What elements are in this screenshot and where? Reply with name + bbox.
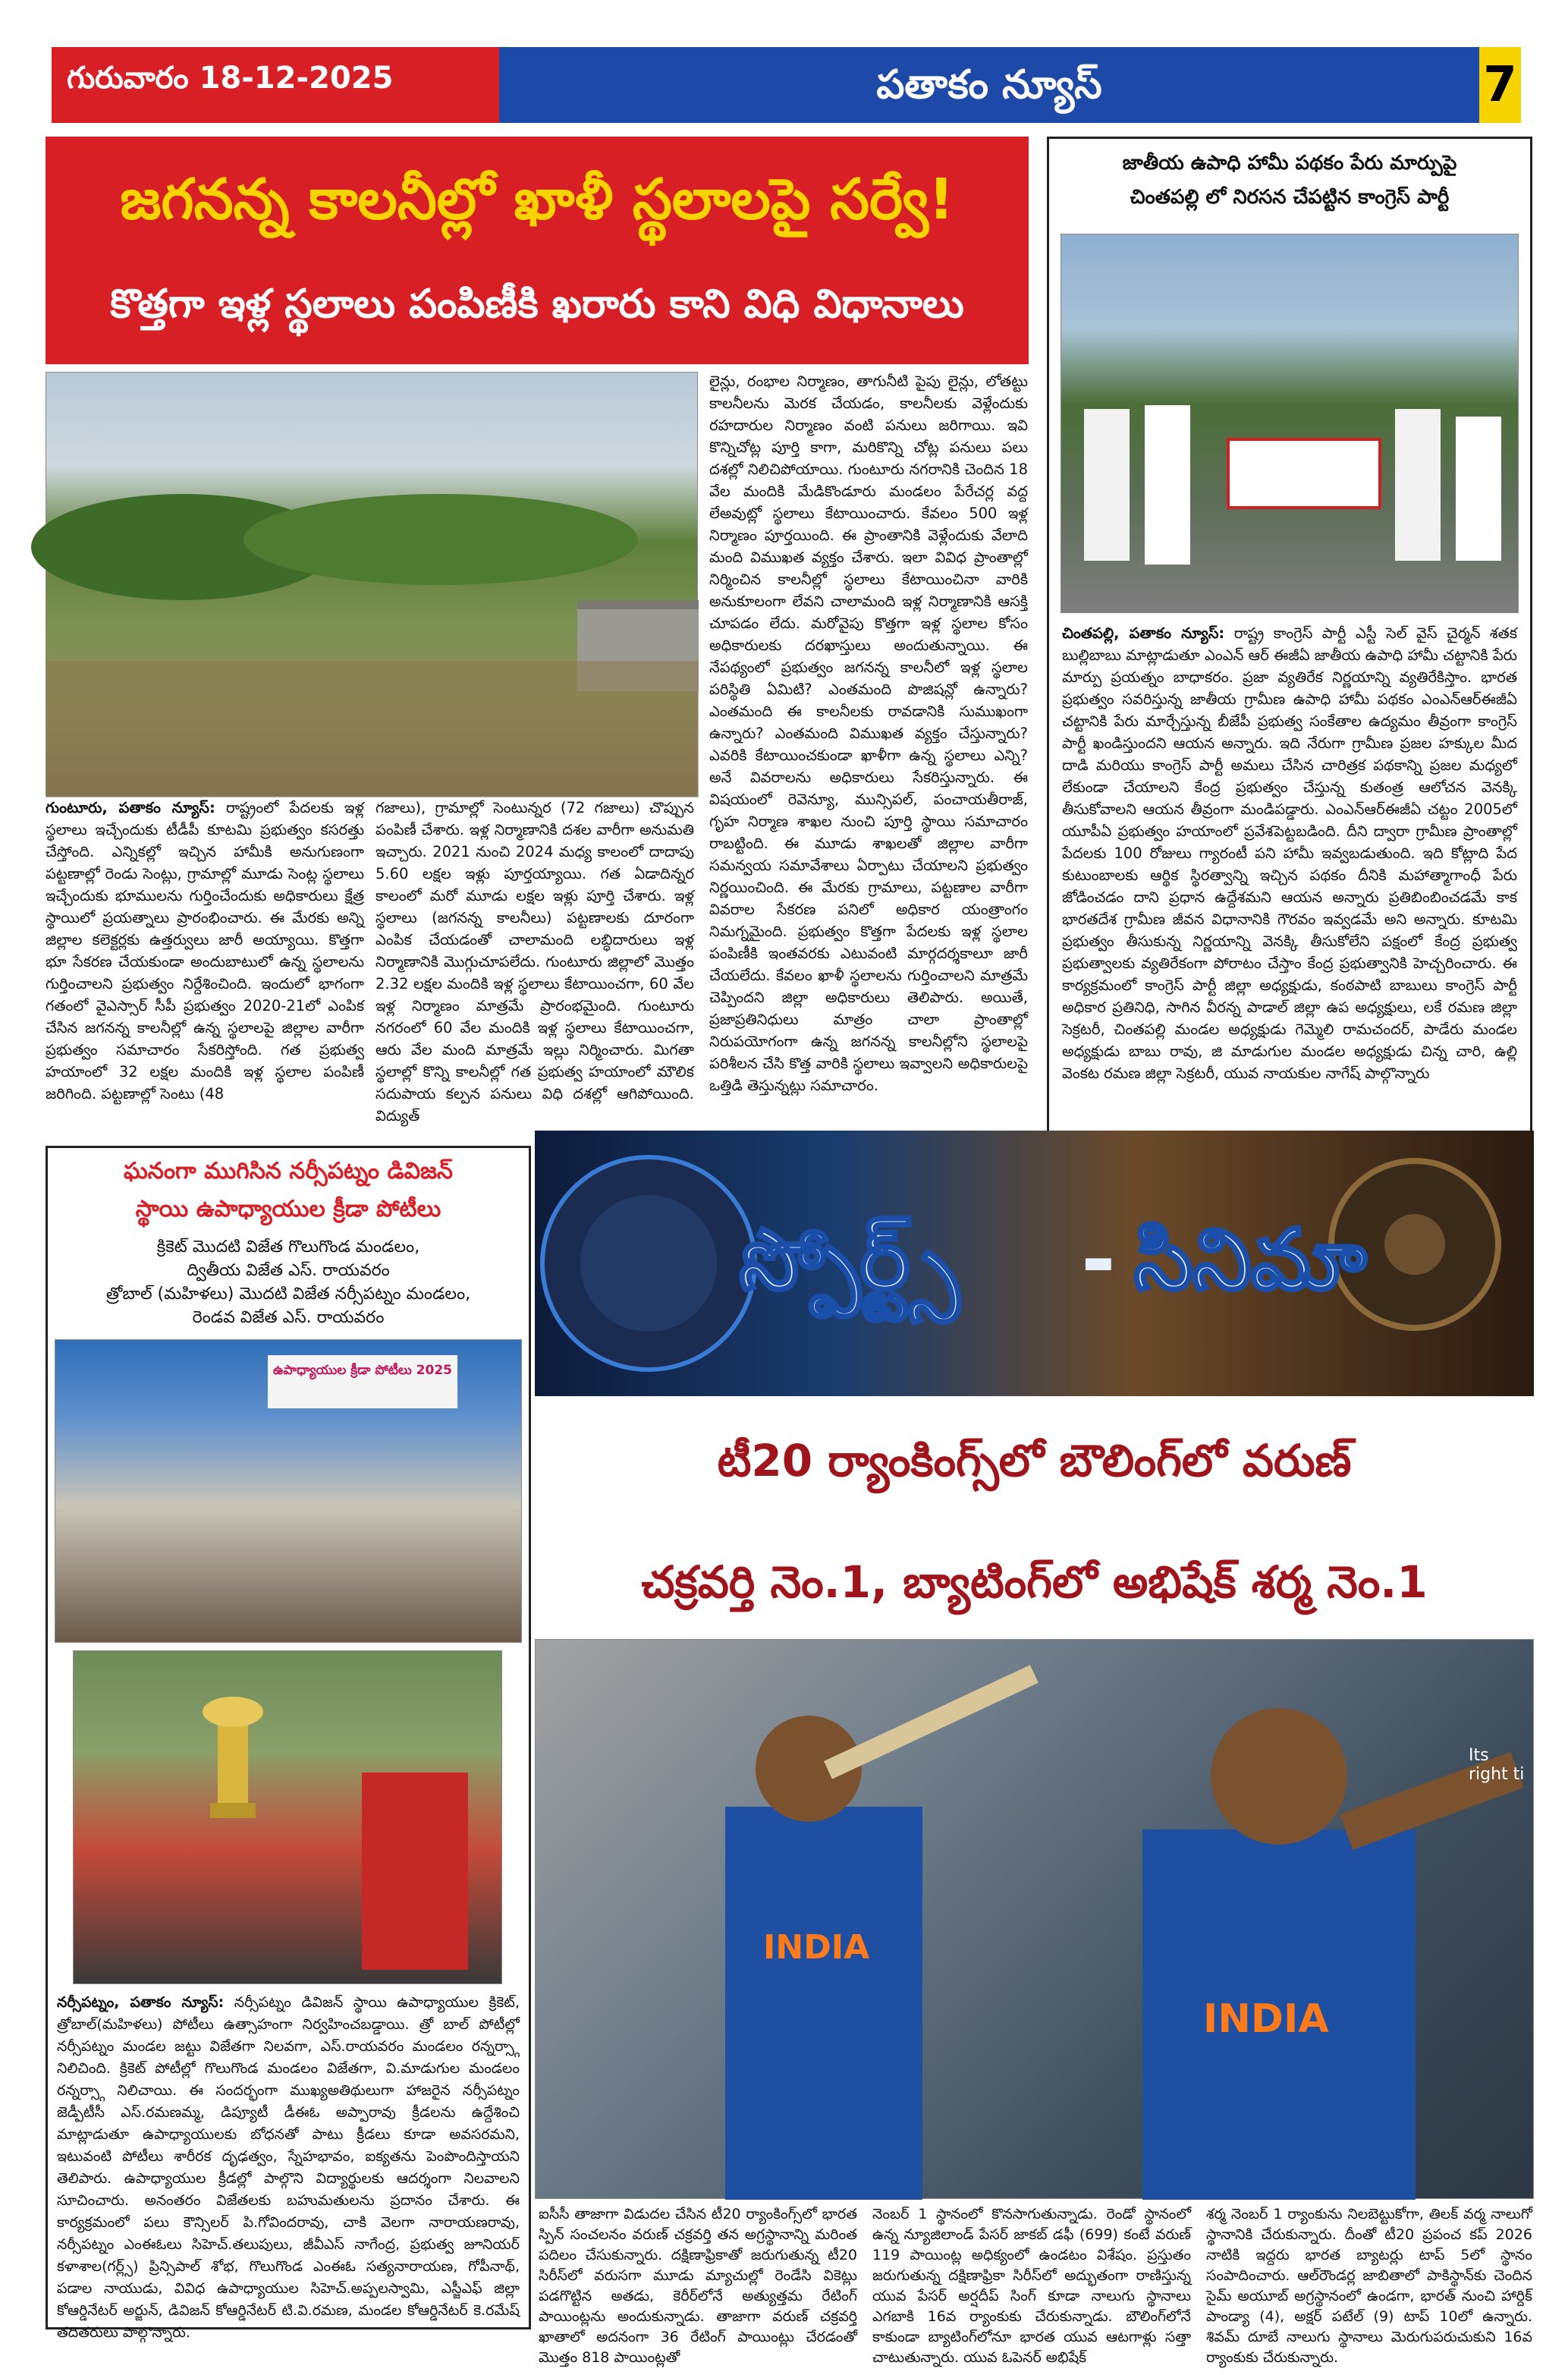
right-story-headline-line1: జాతీయ ఉపాధి హామీ పథకం పేరు మార్పుపై — [1122, 152, 1457, 175]
cricket-headline-line1: టీ20 ర్యాంకింగ్స్‌లో బౌలింగ్‌లో వరుణ్ — [717, 1435, 1352, 1486]
trophy-icon — [74, 1651, 503, 1985]
lead-story-column-2: గజాలు), గ్రామాల్లో సెంటున్నర (72 గజాలు) చొప్పున పంపిణీ చేశారు. ఇళ్ల నిర్మాణానికి దశల వారీగా అనుమతి ఇచ్చారు. 2021 నుంచి 2024 మధ్య కాలంలో దాదాపు 5.60 లక్షల ఇళ్లు పూర్తయ్యాయి. గత ఏడాదిన్నర కాలంలో మరో మూడు లక్షల ఇళ్లు పూర్తి చేశారు. ఇళ్ల స్థలాలు (జగనన్న కాలనీలు) పట్టణాలకు దూరంగా ఎంపిక చేయడంతో చాలామంది లబ్ధిదారులు ఇళ్ల నిర్మాణానికి మొగ్గుచూపలేదు. గుంటూరు జిల్లాలో మొత్తం 2.32 లక్షల మందికి ఇళ్ల స్థలాలు కేటాయించగా, 60 వేల ఇళ్ల నిర్మాణం మాత్రమే ప్రారంభమైంది. గుంటూరు నగరంలో 60 వేల మందికి ఇళ్ల స్థలాలు కేటాయించగా, ఆరు వేల మంది మాత్రమే ఇల్లు నిర్మించారు. మిగతా స్థలాల్లో కొన్ని కాలనీల్లో గత ప్రభుత్వ హయాంలో మౌలిక సదుపాయ కల్పన పనులు విధి దశల్లో ఆగిపోయింది. విద్యుత్ — [376, 799, 694, 1125]
cricket-photo-players — [535, 1639, 1534, 2199]
cricket-column-1: ఐసీసీ తాజాగా విడుదల చేసిన టీ20 ర్యాంకింగ్స్‌లో భారత స్పిన్ సంచలనం వరుణ్ చక్రవర్తి తన అగ్రస్థానాన్ని మరింత పదిలం చేసుకున్నారు. దక్షిణాఫ్రికాతో జరుగుతున్న టీ20 సిరీస్‌లో వరుసగా మూడు మ్యాచుల్లో రెండేసి వికెట్లు పడగొట్టిన అతడు, కెరీర్‌లోనే అత్యుత్తమ రేటింగ్ పాయింట్లను అందుకున్నాడు. తాజాగా వరుణ్ చక్రవర్తి ఖాతాలో అదనంగా 36 రేటింగ్ పాయింట్లు చేరడంతో మొత్తం 818 పాయింట్లతో — [539, 2206, 857, 2366]
masthead-page-number: 7 — [1479, 47, 1521, 123]
right-story-photo-protest — [1061, 234, 1519, 613]
lead-photo-graphic — [46, 373, 699, 797]
cricket-headline-line2: చక్రవర్తి నెం.1, బ్యాటింగ్‌లో అభిషేక్ శర్మ నెం.1 — [641, 1556, 1428, 1608]
players-graphic — [536, 1640, 1535, 2200]
lead-story-column-1 — [46, 797, 364, 1190]
banner-cinema-word: సినిమా — [1134, 1211, 1367, 1308]
left-sports-text: నర్సీపట్నం డివిజన్ స్థాయి ఉపాధ్యాయుల క్రికెట్, త్రోబాల్(మహిళలు) పోటీలు ఉత్సాహంగా నిర్వహించబడ్డాయి. త్రో బాల్ పోటీల్లో నర్సీపట్నం మండల జట్టు విజేతగా నిలవగా, ఎస్.రాయవరం మండలం రన్నర్స్గా నిలిచింది. క్రికెట్ పోటీల్లో గొలుగొండ మండలం విజేతగా, వి.మాడుగుల మండలం రన్నర్స్గా నిలిచాయి. ఈ సందర్భంగా ముఖ్యఅతిథులుగా హాజరైన నర్సీపట్నం జెడ్పీటీసీ ఎస్.రమణమ్మ, డిప్యూటీ డీఈఓ అప్పారావు క్రీడలను ఉద్దేశించి మాట్లాడుతూ ఉపాధ్యాయులకు బోధనతో పాటు క్రీడలు కూడా అవసరమని, ఇటువంటి పోటీలు శారీరక దృఢత్వం, స్నేహభావం, ఐక్యతను పెంపొందిస్తాయని తెలిపారు. ఉపాధ్యాయుల క్రీడల్లో పాల్గొని విద్యార్థులకు ఆదర్శంగా నిలవాలని సూచించారు. అనంతరం విజేతలకు బహుమతులను ప్రదానం చేశారు. ఈ కార్యక్రమంలో పలు కౌన్సిలర్ పి.గోవిందరావు, చాకి వెలగా నారాయణరావు, నర్సీపట్నం ఎంఈఓలు సిహెచ్.తలుపులు, జీవీఎస్ నాగేంద్ర, ప్రభుత్వ జూనియర్ కళాశాల(గర్ల్స్) ప్రిన్సిపాల్ శోభ, గొలుగొండ ఎంఈఓ సత్యనారాయణ, గోపీనాథ్, పడాల నాయుడు, వివిధ ఉపాధ్యాయుల సిహెచ్.అప్పలస్వామి, ఎస్జీఎఫ్ జిల్లా కోఆర్డినేటర్ అర్జున్, డివిజన్ కోఆర్డినేటర్ టి.వి.రమణ, మండల కోఆర్డినేటర్ కె.రమేష్ తదితరులు పాల్గొన్నారు. — [57, 1994, 520, 2341]
lead-body-part-1: రాష్ట్రంలో పేదలకు ఇళ్ల స్థలాలు ఇచ్చేందుకు టీడీపీ కూటమి ప్రభుత్వం కసరత్తు చేస్తోంది. ఎన్నికల్లో ఇచ్చిన హామీకి అనుగుణంగా పట్టణాల్లో రెండు సెంట్లు, గ్రామాల్లో మూడు సెంట్ల స్థలాలు ఇచ్చేందుకు భూములను గుర్తించేందుకు అధికారులు క్షేత్ర స్థాయిలో ప్రయత్నాలు ప్రారంభించారు. ఈ మేరకు అన్ని జిల్లాల కలెక్టర్లకు ఉత్తర్వులు జారీ అయ్యాయి. కొత్తగా భూ సేకరణ చేయకుండా అందుబాటులో ఉన్న స్థలాలను గుర్తించాలని ప్రభుత్వం నిర్దేశించింది. ఇందులో భాగంగా గతంలో వైఎస్సార్ సీపీ ప్రభుత్వం 2020-21లో ఎంపిక చేసిన జగనన్న కాలనీల్లో ఉన్న స్థలాలపై జిల్లాల వారీగా ప్రభుత్వం సమాచారం సేకరిస్తోంది. గత ప్రభుత్వ హయాంలో 32 లక్షల మందికి ఇళ్ల స్థలాల పంపిణీ జరిగింది. పట్టణాల్లో సెంటు (48 — [46, 799, 364, 1103]
result-line: త్రోబాల్ (మహిళలు) మొదటి విజేత నర్సీపట్నం మండలం, — [105, 1285, 471, 1304]
right-story-dateline: చింతపల్లి, పతాకం న్యూస్: — [1062, 624, 1225, 642]
left-sports-photo-stage — [55, 1339, 522, 1643]
lead-dateline: గుంటూరు, పతాకం న్యూస్: — [46, 799, 215, 816]
lead-headline: జగనన్న కాలనీల్లో ఖాళీ స్థలాలపై సర్వే! — [120, 167, 954, 232]
banner-separator: - — [1081, 1211, 1116, 1308]
protest-banner-graphic — [1061, 234, 1519, 614]
left-sports-results — [57, 1235, 520, 1329]
left-sports-headline-line2: స్థాయి ఉపాధ్యాయుల క్రీడా పోటీలు — [135, 1196, 441, 1222]
left-sports-dateline: నర్సీపట్నం, పతాకం న్యూస్: — [57, 1994, 225, 2011]
cricket-column-2: నెంబర్ 1 స్థానంలో కొనసాగుతున్నాడు. రెండో స్థానంలో ఉన్న న్యూజిలాండ్ పేసర్ జాకబ్ డఫీ (699) కంటే వరుణ్ 119 పాయింట్ల అధిక్యంలో ఉండటం విశేషం. ప్రస్తుతం జరుగుతున్న దక్షిణాఫ్రికా సిరీస్‌లో అద్భుతంగా రాణిస్తున్న యువ పేసర్ అర్షదీప్ సింగ్ కూడా నాలుగు స్థానాలు ఎగబాకి 16వ ర్యాంకుకు చేరుకున్నాడు. బౌలింగ్‌లోనే కాకుండా బ్యాటింగ్‌లోనూ భారత యువ ఆటగాళ్లు సత్తా చాటుతున్నారు. యువ ఓపెనర్ అభిషేక్ — [872, 2206, 1191, 2366]
left-sports-body — [57, 1992, 520, 2341]
lead-story-column-3: లైన్లు, రంభాల నిర్మాణం, తాగునీటి పైపు లైన్లు, లోతట్టు కాలనీలను మెరక చేయడం, కాలనీలకు వెళ్లేందుకు రహదారుల నిర్మాణం వంటి పనులు జరిగాయి. ఇవి కొన్నిచోట్ల పూర్తి కాగా, మరికొన్ని చోట్ల పనులు పలు దశల్లో నిలిచిపోయాయి. గుంటూరు నగరానికి చెందిన 18 వేల మందికి మేడికొండూరు మండలం పేరేచర్ల వద్ద లేఅవుట్లో స్థలాలు కేటాయించారు. కేవలం 500 ఇళ్ల నిర్మాణం పూర్తయింది. ఈ ప్రాంతానికి వెళ్లేందుకు వేలాది మంది విముఖత వ్యక్తం చేశారు. ఇలా వివిధ ప్రాంతాల్లో నిర్మించిన కాలనీల్లో స్థలాలు కేటాయించినా వారికి అనుకూలంగా లేవని చాలామంది ఇళ్ల నిర్మాణానికి ఆసక్తి చూపడం లేదు. మరోవైపు కొత్తగా ఇళ్ల స్థలాల కోసం అధికారులకు దరఖాస్తులు అందుతున్నాయి. ఈ నేపథ్యంలో ప్రభుత్వం జగనన్న కాలనీలో ఇళ్ల స్థలాల పరిస్థితి ఏమిటి? ఎంతమంది పొజిషన్లో ఉన్నారు? ఎంతమంది ఈ కాలనీలకు రావడానికి సుముఖంగా ఉన్నారు? ఎంతమంది విముఖత వ్యక్తం చేస్తున్నారు? ఎవరికి కేటాయించకుండా ఖాళీగా ఉన్న స్థలాలు ఎన్ని? అనే వివరాలను అధికారులు సేకరిస్తున్నారు. ఈ విషయంలో రెవెన్యూ, మున్సిపల్, పంచాయతీరాజ్, గృహ నిర్మాణ శాఖల నుంచి పూర్తి స్థాయి సమాచారం రాబట్టింది. ఈ మూడు శాఖలతో జిల్లాల వారీగా సమన్వయ సమావేశాలు ఏర్పాటు చేయాలని ప్రభుత్వం నిర్ణయించింది. ఈ మేరకు గ్రామాలు, పట్టణాల వారీగా వివరాల సేకరణ పనిలో అధికార యంత్రాంగం నిమగ్నమైంది. ప్రభుత్వం కొత్తగా పేదలకు ఇళ్ల స్థలాల పంపిణీకి ఇంతవరకు ఎటువంటి మార్గదర్శకాలూ జారీ చేయలేదు. కేవలం ఖాళీ స్థలాలను గుర్తించాలని మాత్రమే చెప్పిందని జిల్లా అధికారులు తెలిపారు. అయితే, ప్రజాప్రతినిధులు మాత్రం చాలా ప్రాంతాల్లో నిరుపయోగంగా ఉన్న జగనన్న కాలనీల్లోని స్థలాలపై పరిశీలన చేసి కొత్త వారికి స్థలాలు ఇవ్వాలని అధికారులపై ఒత్తిడి తెస్తున్నట్లు సమాచారం. — [709, 373, 1028, 1094]
cricket-column-3: శర్మ నెంబర్ 1 ర్యాంకును నిలబెట్టుకోగా, తిలక్ వర్మ నాలుగో స్థానానికి చేరుకున్నారు. దీంతో టీ20 ప్రపంచ కప్ 2026 నాటికి ఇద్దరు భారత బ్యాటర్లు టాప్ 5లో స్థానం సంపాదించారు. ఆల్‌రౌండర్ల జాబితాలో పాకిస్థాన్‌కు చెందిన సైమ్ అయూబ్ అగ్రస్థానంలో ఉండగా, భారత్ నుంచి హార్దిక్ పాండ్యా (4), అక్షర్ పటేల్ (9) టాప్ 10లో ఉన్నారు. శివమ్ దూబే నాలుగు స్థానాలు మెరుగుపరుచుకుని 16వ ర్యాంకుకు చేరుకున్నారు. — [1206, 2206, 1532, 2366]
left-sports-headline-line1: ఘనంగా ముగిసిన నర్సీపట్నం డివిజన్ — [124, 1158, 453, 1184]
result-line: క్రికెట్ మొదటి విజేత గొలుగొండ మండలం, — [156, 1238, 420, 1257]
photo-overlay-caption: Its right ti — [1469, 1746, 1525, 1784]
lead-photo-open-plots — [46, 372, 698, 797]
lead-headline-box — [46, 137, 1029, 364]
lead-subheadline: కొత్తగా ఇళ్ల స్థలాలు పంపిణీకి ఖరారు కాని విధి విధానాలు — [110, 282, 964, 327]
masthead-paper-name: పతాకం న్యూస్ — [499, 47, 1479, 123]
jersey-text-left: INDIA — [763, 1928, 870, 1967]
banner-graphic — [535, 1131, 1534, 1396]
right-story-headline-line2: చింతపల్లి లో నిరసన చేపట్టిన కాంగ్రెస్ పార్టీ — [1130, 186, 1450, 209]
right-story-text: రాష్ట్ర కాంగ్రెస్ పార్టీ ఎస్టీ సెల్ వైస్ చైర్మన్ శతక బుల్లిబాబు మాట్లాడుతూ ఎంఎన్ ఆర్ ఈజీఏ జాతీయ ఉపాధి హామీ చట్టానికి పేరు మార్పు ప్రయత్నం బాధాకరం. ప్రజా వ్యతిరేక నిర్ణయాన్ని వ్యతిరేకిస్తాం. భారత ప్రభుత్వం సవరిస్తున్న జాతీయ గ్రామీణ ఉపాధి హామీ పథకం ఎంఎన్ఆర్ఈజీఏ చట్టానికి పేరు మార్చేస్తున్న బీజేపీ ప్రభుత్వ సంకేతాల ఉద్యమం తీవ్రంగా కాంగ్రెస్ పార్టీ ఖండిస్తుందని ఆయన అన్నారు. ఇది నేరుగా గ్రామీణ ప్రజల హక్కుల మీద దాడి మరియు కాంగ్రెస్ పార్టీ అమలు చేసిన చారిత్రక పథకాన్ని ప్రజల మధ్యలో లేకుండా చేయాలని కేంద్ర ప్రభుత్వం చేస్తున్న కుతంత్ర ఆలోచన వెనక్కి తీసుకోవాలని ఆయన తీవ్రంగా మండిపడ్డారు. ఎంఎన్ఆర్ఈజీఏ చట్టం 2005లో యూపీఏ ప్రభుత్వం హయాంలో ప్రవేశపెట్టబడింది. దీని ద్వారా గ్రామీణ ప్రాంతాల్లో పేదలకు 100 రోజులు గ్యారంటీ పని హామీ ఇవ్వబడుతుంది. ఇది కోట్లాది పేద కుటుంబాలకు ఆర్థిక స్థిరత్వాన్ని ఇచ్చిన పథకం దీనికి మహాత్మాగాంధీ పేరు జోడించడం దాని ప్రధాన ఉద్దేశమని ఆయన అన్నారు ప్రతిబింబించడమే కాక భారతదేశ గ్రామీణ జీవన విధానానికి గౌరవం ఇవ్వడమే అని అన్నారు. కూటమి ప్రభుత్వం తీసుకున్న నిర్ణయాన్ని వెనక్కి తీసుకోలేని పక్షంలో కేంద్ర ప్రభుత్వ ప్రభుత్వాలకు వ్యతిరేకంగా పోరాటం చేస్తాం కేంద్ర ప్రభుత్వానికి హెచ్చరించారు. ఈ కార్యక్రమంలో కాంగ్రెస్ పార్టీ జిల్లా అధ్యక్షుడు, కంఠపాటి బాబులు కాంగ్రెస్ పార్టీ అధికార ప్రతినిధి, సాగిన వీరన్న పాడాల్ జిల్లా ఉప అధ్యక్షులు, లకే రమణ జిల్లా సెక్రటరీ, చింతపల్లి మండల అధ్యక్షుడు గెమ్మెలి రామచందర్, పాడేరు మండల అధ్యక్షుడు బాబు రావు, జి మాడుగుల మండల అధ్యక్షుడు చిన్న చారి, ఉల్లి వెంకట రమణ జిల్లా సెక్రటరీ, యువ నాయకుల నాగేష్ పాల్గొన్నారు — [1062, 624, 1518, 1082]
left-sports-photo-trophy — [73, 1650, 502, 1984]
result-line: రెండవ విజేత ఎస్. రాయవరం — [192, 1308, 385, 1327]
stage-banner: ఉపాధ్యాయుల క్రీడా పోటీలు 2025 — [268, 1355, 457, 1408]
sports-cinema-banner — [535, 1131, 1534, 1396]
masthead-date: గురువారం 18-12-2025 — [52, 47, 499, 123]
result-line: ద్వితీయ విజేత ఎస్. రాయవరం — [187, 1261, 390, 1280]
jersey-text-right: INDIA — [1203, 1996, 1329, 2042]
banner-sports-word: స్పోర్ట్స్ — [740, 1211, 960, 1308]
